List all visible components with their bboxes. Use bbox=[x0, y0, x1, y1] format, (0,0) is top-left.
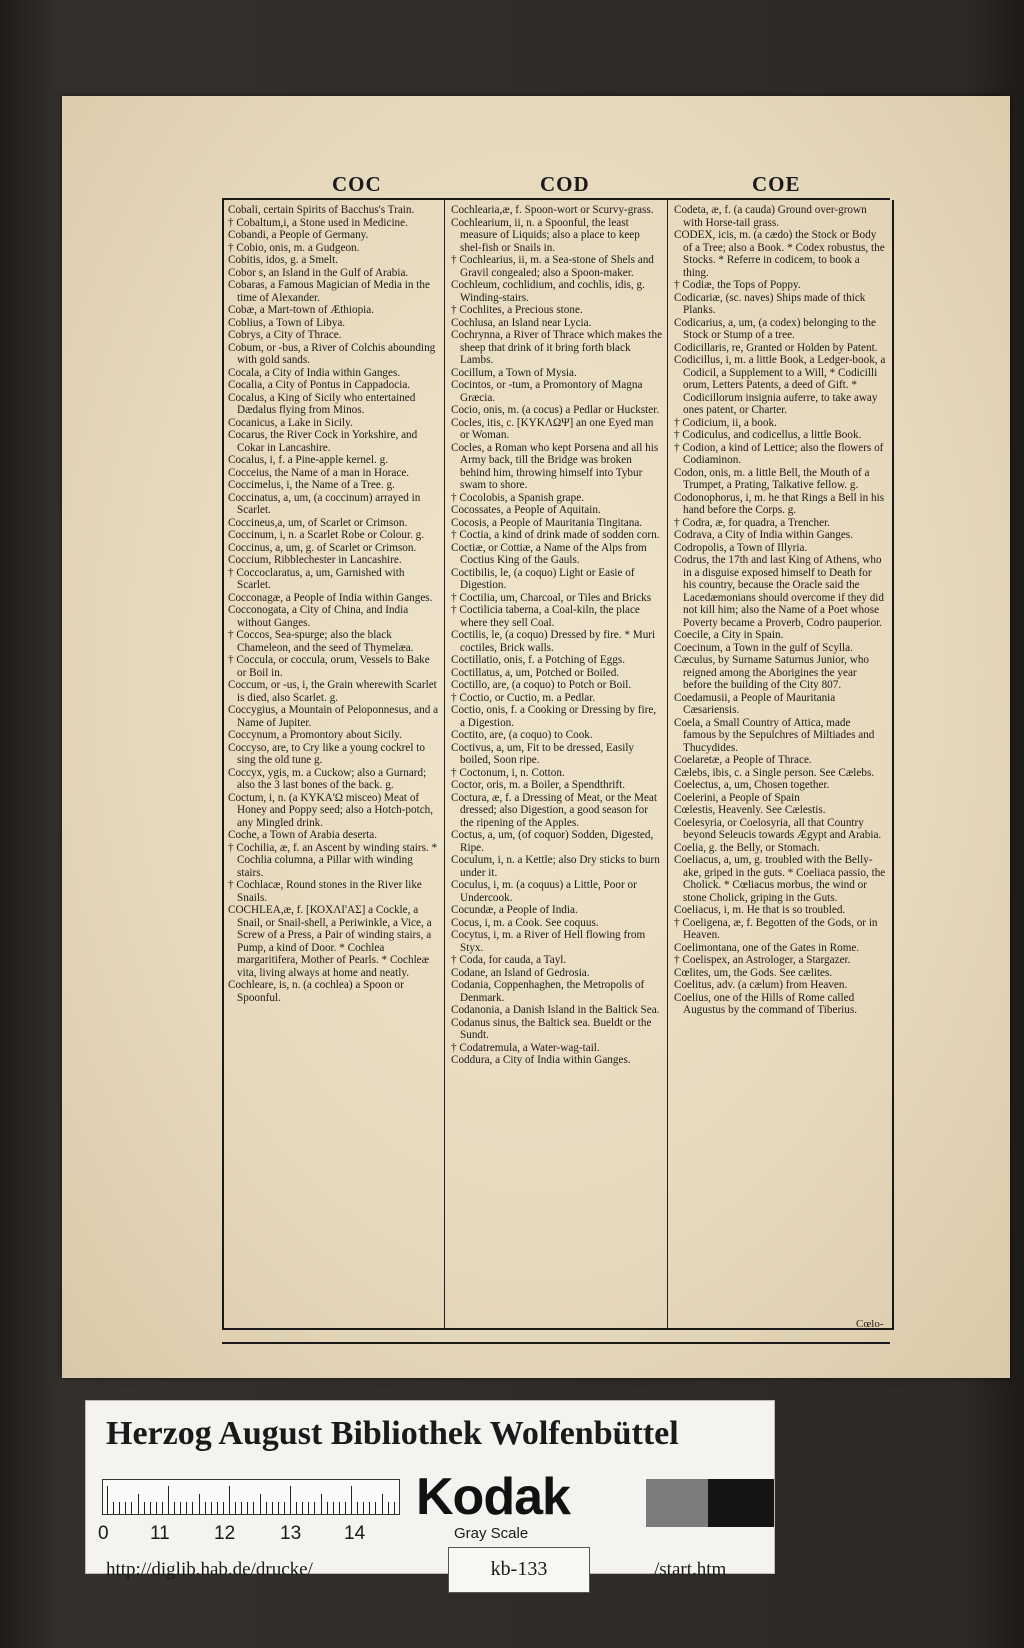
ruler-tick bbox=[253, 1502, 254, 1514]
ruler-tick bbox=[162, 1502, 163, 1514]
gray-scale-label: Gray Scale bbox=[454, 1525, 529, 1542]
dictionary-entry: Codanus sinus, the Baltick sea. Bueldt or the Sundt. bbox=[451, 1016, 652, 1041]
url-left: http://diglib.hab.de/drucke/ bbox=[106, 1559, 313, 1580]
gray-swatch-mid bbox=[646, 1479, 708, 1527]
dictionary-entry: Coccineus,a, um, of Scarlet or Crimson. bbox=[228, 516, 408, 529]
dictionary-entry: Codonophorus, i, m. he that Rings a Bell in his hand before the Corps. g. bbox=[674, 491, 885, 516]
dictionary-entry: Cobrys, a City of Thrace. bbox=[228, 329, 342, 341]
dictionary-entry: Cocala, a City of India within Ganges. bbox=[228, 366, 401, 379]
ruler-tick bbox=[241, 1502, 242, 1514]
dictionary-column-1 bbox=[228, 204, 440, 1322]
dictionary-entry: Codon, onis, m. a little Bell, the Mouth of a Trumpet, a Prating, Talkative fellow. g. bbox=[674, 466, 870, 491]
ruler-tick bbox=[125, 1502, 126, 1514]
dictionary-entry: Codeta, æ, f. (a cauda) Ground over-grown with Horse-tail grass. bbox=[674, 204, 867, 229]
header-right: COE bbox=[752, 172, 801, 196]
dictionary-entry: † Coelispex, an Astrologer, a Stargazer. bbox=[674, 954, 851, 966]
dictionary-entry: † Cobio, onis, m. a Gudgeon. bbox=[228, 241, 360, 254]
dictionary-entry: Coelia, g. the Belly, or Stomach. bbox=[674, 841, 820, 854]
dictionary-entry: Cobor s, an Island in the Gulf of Arabia. bbox=[228, 266, 409, 279]
dictionary-entry: Coblius, a Town of Libya. bbox=[228, 316, 346, 329]
ruler-tick bbox=[107, 1486, 108, 1514]
dictionary-entry: Coctilis, le, (a coquo) Dressed by fire. * Muri coctiles, Brick walls. bbox=[451, 629, 656, 654]
dictionary-entry: Coeliacus, i, m. He that is so troubled. bbox=[674, 904, 846, 916]
ruler-tick bbox=[339, 1502, 340, 1514]
dictionary-entry: Cocytus, i, m. a River of Hell flowing from Styx. bbox=[451, 929, 646, 954]
dictionary-entry: Cochleum, cochlidium, and cochlis, idis, g. Winding-stairs. bbox=[451, 279, 645, 304]
ruler-tick bbox=[351, 1486, 352, 1514]
library-title: Herzog August Bibliothek Wolfenbüttel bbox=[106, 1415, 679, 1452]
ruler-tick bbox=[302, 1502, 303, 1514]
dictionary-entry: Coctillatio, onis, f. a Potching of Eggs. bbox=[451, 654, 626, 666]
ruler-tick bbox=[144, 1502, 145, 1514]
dictionary-entry: Cobaras, a Famous Magician of Media in the time of Alexander. bbox=[228, 279, 430, 304]
ruler-tick bbox=[229, 1486, 230, 1514]
column-divider-2 bbox=[667, 200, 668, 1328]
ruler-tick bbox=[131, 1502, 132, 1514]
dictionary-entry: † Coctilia, um, Charcoal, or Tiles and Bricks bbox=[451, 591, 652, 604]
dictionary-entry: † Coccoclaratus, a, um, Garnished with Scarlet. bbox=[228, 566, 405, 591]
ruler-tick bbox=[369, 1502, 370, 1514]
gray-swatch-dark bbox=[708, 1479, 774, 1527]
dictionary-entry: † Cochlites, a Precious stone. bbox=[451, 304, 583, 316]
dictionary-entry: Coctor, oris, m. a Boiler, a Spendthrift. bbox=[451, 779, 626, 791]
ruler-number: 13 bbox=[280, 1523, 302, 1544]
running-header bbox=[222, 170, 890, 200]
dictionary-entry: COCHLEA,æ, f. [ΚΟΧΛΙ'ΑΣ] a Cockle, a Snail, or Snail-shell, a Periwinkle, a Vice, a Screw of a Press, a Pair of winding stairs, a Pump, a kind of Door. * Cochlea margaritifera, Mother of Pearls. * Cochleæ vita, living always at home and neatly. bbox=[228, 904, 432, 979]
header-left: COC bbox=[332, 172, 382, 196]
dictionary-entry: Coelitus, adv. (a cælum) from Heaven. bbox=[674, 979, 848, 991]
dictionary-entry: Coelaretæ, a People of Thrace. bbox=[674, 754, 812, 766]
ruler-tick bbox=[284, 1502, 285, 1514]
shelfmark: kb-133 bbox=[490, 1558, 548, 1580]
dictionary-entry: Cocillum, a Town of Mysia. bbox=[451, 366, 577, 379]
ruler-tick bbox=[333, 1502, 334, 1514]
dictionary-entry: Cocossates, a People of Aquitain. bbox=[451, 504, 601, 516]
ruler-tick bbox=[186, 1502, 187, 1514]
dictionary-entry: Codanonia, a Danish Island in the Baltick Sea. bbox=[451, 1004, 660, 1016]
dictionary-entry: Coccyso, are, to Cry like a young cockrel to sing the old tune g. bbox=[228, 741, 425, 766]
ruler-tick bbox=[382, 1494, 383, 1514]
ruler-number: 11 bbox=[150, 1523, 170, 1544]
dictionary-entry: Coela, a Small Country of Attica, made famous by the Sepulchres of Miltiades and Thucydides. bbox=[674, 716, 875, 754]
dictionary-entry: Codrava, a City of India within Ganges. bbox=[674, 529, 853, 541]
dictionary-entry: Cobitis, idos, g. a Smelt. bbox=[228, 254, 339, 266]
dictionary-entry: Coctio, onis, f. a Cooking or Dressing by fire, a Digestion. bbox=[451, 704, 657, 729]
ruler-number: 14 bbox=[344, 1523, 366, 1544]
ruler-tick bbox=[119, 1502, 120, 1514]
dictionary-entry: † Cochlearius, ii, m. a Sea-stone of Shels and Gravil congealed; also a Spoon-maker. bbox=[451, 254, 654, 279]
ruler-tick bbox=[156, 1502, 157, 1514]
dictionary-entry: † Codiæ, the Tops of Poppy. bbox=[674, 279, 801, 291]
dictionary-entry: Cœlestis, Heavenly. See Cælestis. bbox=[674, 804, 826, 816]
dictionary-entry: Cocles, itis, c. [ΚΥΚΛΩΨ] an one Eyed man or Woman. bbox=[451, 416, 654, 441]
dictionary-entry: † Cocolobis, a Spanish grape. bbox=[451, 491, 584, 504]
dictionary-entry: Coccimelus, i, the Name of a Tree. g. bbox=[228, 479, 395, 491]
ruler-tick bbox=[375, 1502, 376, 1514]
dictionary-entry: † Cobaltum,i, a Stone used in Medicine. bbox=[228, 216, 408, 229]
dictionary-entry: Cobæ, a Mart-town of Æthiopia. bbox=[228, 304, 375, 316]
dictionary-entry: Cochlearium, ii, n. a Spoonful, the least measure of Liquids; also a place to keep shel-fish or Snails in. bbox=[451, 216, 640, 254]
dictionary-entry: Coctiæ, or Cottiæ, a Name of the Alps from Coctius King of the Gauls. bbox=[451, 541, 647, 566]
dictionary-entry: Codropolis, a Town of Illyria. bbox=[674, 541, 808, 554]
ruler-tick bbox=[223, 1502, 224, 1514]
ruler-tick bbox=[174, 1502, 175, 1514]
dictionary-entry: Coccinus, a, um, g. of Scarlet or Crimson. bbox=[228, 541, 417, 554]
dictionary-entry: Coche, a Town of Arabia deserta. bbox=[228, 829, 378, 841]
dictionary-entry: Coedamusii, a People of Mauritania Cæsariensis. bbox=[674, 691, 836, 716]
ruler-tick bbox=[272, 1502, 273, 1514]
ruler-tick bbox=[308, 1502, 309, 1514]
dictionary-entry: Coecile, a City in Spain. bbox=[674, 629, 784, 641]
dictionary-entry: Coccinum, i, n. a Scarlet Robe or Colour. g. bbox=[228, 529, 425, 541]
ruler-tick bbox=[394, 1502, 395, 1514]
dictionary-entry: Coccium, Ribblechester in Lancashire. bbox=[228, 554, 402, 566]
ruler-tick bbox=[345, 1502, 346, 1514]
kodak-logo: Kodak bbox=[416, 1468, 570, 1526]
dictionary-entry: † Codra, æ, for quadra, a Trencher. bbox=[674, 516, 830, 529]
dictionary-entry: Coelesyria, or Coelosyria, all that Country beyond Seleucis towards Ægypt and Arabia. bbox=[674, 816, 882, 841]
dictionary-entry: † Codatremula, a Water-wag-tail. bbox=[451, 1041, 600, 1054]
dictionary-entry: Cocalus, a King of Sicily who entertained Dædalus flying from Minos. bbox=[228, 391, 416, 416]
dictionary-entry: Cocanicus, a Lake in Sicily. bbox=[228, 416, 353, 429]
dictionary-entry: Cocconogata, a City of China, and India without Ganges. bbox=[228, 604, 409, 629]
dictionary-entry: Coctus, a, um, (of coquor) Sodden, Digested, Ripe. bbox=[451, 829, 654, 854]
ruler-tick bbox=[321, 1494, 322, 1514]
dictionary-entry: Codrus, the 17th and last King of Athens, who in a disguise exposed himself to Death for his country, because the Oracle said the Lacedæmonians should overcome if they did not kill him; also the Name of a Poet whose Poverty became a Proverb, Codro pauperior. bbox=[674, 554, 885, 629]
shelfmark-box bbox=[448, 1547, 590, 1593]
dictionary-entry: Coctillatus, a, um, Potched or Boiled. bbox=[451, 666, 620, 679]
dictionary-entry: Cocconagæ, a People of India within Ganges. bbox=[228, 591, 433, 604]
dictionary-entry: † Coda, for cauda, a Tayl. bbox=[451, 954, 567, 966]
ruler-tick bbox=[357, 1502, 358, 1514]
dictionary-entry: † Codiculus, and codicellus, a little Book. bbox=[674, 429, 862, 441]
dictionary-entry: Coctum, i, n. (a ΚΥΚΑ'Ω misceo) Meat of Honey and Poppy seed; also a Hotch-potch, any Mingled drink. bbox=[228, 791, 434, 829]
dictionary-column-3 bbox=[674, 204, 886, 1322]
dictionary-entry: † Coctia, a kind of drink made of sodden corn. bbox=[451, 529, 660, 541]
dictionary-entry: Codane, an Island of Gedrosia. bbox=[451, 966, 590, 979]
dictionary-entry: CODEX, icis, m. (a cædo) the Stock or Body of a Tree; also a Book. * Codex robustus, the Stocks. * Referre in codicem, to book a thing. bbox=[674, 229, 885, 279]
ruler-tick bbox=[205, 1502, 206, 1514]
ruler-tick bbox=[235, 1502, 236, 1514]
dictionary-entry: † Coccula, or coccula, orum, Vessels to Bake or Boil in. bbox=[228, 654, 430, 679]
dictionary-entry: Coelerini, a People of Spain bbox=[674, 791, 800, 804]
dictionary-entry: Cocalus, i, f. a Pine-apple kernel. g. bbox=[228, 454, 388, 466]
dictionary-entry: † Coccos, Sea-spurge; also the black Chameleon, and the seed of Thymelæa. bbox=[228, 629, 414, 654]
dictionary-entry: Coculum, i, n. a Kettle; also Dry sticks to burn under it. bbox=[451, 854, 660, 879]
library-card bbox=[85, 1400, 775, 1580]
dictionary-entry: Codicillaris, re, Granted or Holden by Patent. bbox=[674, 341, 878, 354]
dictionary-entry: Codania, Coppenhaghen, the Metropolis of Denmark. bbox=[451, 979, 645, 1004]
ruler-tick bbox=[327, 1502, 328, 1514]
dictionary-entry: Coccynum, a Promontory about Sicily. bbox=[228, 729, 402, 741]
ruler-tick bbox=[296, 1502, 297, 1514]
dictionary-entry: Cælebs, ibis, c. a Single person. See Cælebs. bbox=[674, 766, 875, 779]
dictionary-entry: Cocus, i, m. a Cook. See coquus. bbox=[451, 916, 599, 929]
dictionary-entry: Cocosis, a People of Mauritania Tingitana. bbox=[451, 516, 643, 529]
dictionary-entry: † Codion, a kind of Lettice; also the flowers of Codiaminon. bbox=[674, 441, 884, 466]
dictionary-entry: Cobum, or -bus, a River of Colchis abounding with gold sands. bbox=[228, 341, 436, 366]
dictionary-entry: Cochlearia,æ, f. Spoon-wort or Scurvy-grass. bbox=[451, 204, 654, 216]
ruler-tick bbox=[217, 1502, 218, 1514]
ruler-tick bbox=[290, 1486, 291, 1514]
dictionary-entry: Coctillo, are, (a coquo) to Potch or Boil. bbox=[451, 679, 632, 691]
dictionary-entry: † Cochlacæ, Round stones in the River like Snails. bbox=[228, 879, 422, 904]
dictionary-entry: Coccum, or -us, i, the Grain wherewith Scarlet is died, also Scarlet. g. bbox=[228, 679, 437, 704]
dictionary-entry: Coelius, one of the Hills of Rome called Augustus by the command of Tiberius. bbox=[674, 991, 858, 1016]
ruler-tick bbox=[278, 1502, 279, 1514]
ruler-tick bbox=[314, 1502, 315, 1514]
dictionary-entry: † Coeligena, æ, f. Begotten of the Gods, or in Heaven. bbox=[674, 916, 878, 941]
dictionary-entry: † Coctilicia taberna, a Coal-kiln, the place where they sell Coal. bbox=[451, 604, 640, 629]
dictionary-entry: Cochlusa, an Island near Lycia. bbox=[451, 316, 592, 329]
dictionary-entry: † Codicium, ii, a book. bbox=[674, 416, 777, 429]
dictionary-entry: Codicarius, a, um, (a codex) belonging to the Stock or Stump of a tree. bbox=[674, 316, 876, 341]
ruler-tick bbox=[211, 1502, 212, 1514]
ruler-tick bbox=[388, 1502, 389, 1514]
dictionary-entry: Cochrynna, a River of Thrace which makes the sheep that drink of it bring forth black Lambs. bbox=[451, 329, 663, 366]
dictionary-entry: † Coctonum, i, n. Cotton. bbox=[451, 766, 565, 779]
dictionary-entry: Coeliacus, a, um, g. troubled with the Belly-ake, griped in the guts. * Coeliaca passio, the Cholick. * Cœliacus morbus, the wind or stone Cholick, griping in the Guts. bbox=[674, 854, 886, 904]
header-middle: COD bbox=[540, 172, 590, 196]
dictionary-entry: Coddura, a City of India within Ganges. bbox=[451, 1054, 631, 1066]
ruler-tick bbox=[180, 1502, 181, 1514]
ruler-tick bbox=[113, 1502, 114, 1514]
ruler-number: 12 bbox=[214, 1523, 236, 1544]
dictionary-entry: Codicillus, i, m. a little Book, a Ledger-book, a Codicil, a Supplement to a Will, * Codicilli orum, Letters Patents, a deed of Gift. * Codicillorum insignia auferre, to take away ones patent, or Charter. bbox=[674, 354, 886, 416]
dictionary-entry: Coccyx, ygis, m. a Cuckow; also a Gurnard; also the 3 last bones of the back. g. bbox=[228, 766, 427, 791]
dictionary-entry: Cocalia, a City of Pontus in Cappadocia. bbox=[228, 379, 411, 391]
dictionary-entry: Cocio, onis, m. (a cocus) a Pedlar or Huckster. bbox=[451, 404, 660, 416]
ruler-tick bbox=[266, 1502, 267, 1514]
dictionary-entry: Cœlites, um, the Gods. See cælites. bbox=[674, 966, 833, 979]
bottom-rule bbox=[222, 1342, 890, 1344]
ruler-number: 0 bbox=[98, 1523, 109, 1544]
dictionary-entry: Cobandi, a People of Germany. bbox=[228, 229, 369, 241]
measurement-ruler bbox=[102, 1479, 400, 1515]
dictionary-entry: † Cochilia, æ, f. an Ascent by winding stairs. * Cochlia columna, a Pillar with winding stairs. bbox=[228, 841, 438, 879]
ruler-tick bbox=[260, 1494, 261, 1514]
ruler-tick bbox=[247, 1502, 248, 1514]
dictionary-entry: Coecinum, a Town in the gulf of Scylla. bbox=[674, 641, 853, 654]
dictionary-entry: Cocintos, or -tum, a Promontory of Magna Græcia. bbox=[451, 379, 643, 404]
dictionary-entry: Coelectus, a, um, Chosen together. bbox=[674, 779, 830, 791]
dictionary-entry: Coctibilis, le, (a coquo) Light or Easie of Digestion. bbox=[451, 566, 635, 591]
dictionary-entry: Coctito, are, (a coquo) to Cook. bbox=[451, 729, 593, 741]
dictionary-entry: Coelimontana, one of the Gates in Rome. bbox=[674, 941, 860, 954]
column-divider-1 bbox=[444, 200, 445, 1328]
dictionary-entry: Cæculus, by Surname Saturnus Junior, who reigned among the Aborigines the year before the building of the City 807. bbox=[674, 654, 870, 691]
dictionary-entry: Cochleare, is, n. (a cochlea) a Spoon or Spoonful. bbox=[228, 979, 404, 1004]
ruler-tick bbox=[199, 1494, 200, 1514]
dictionary-entry: Cobali, certain Spirits of Bacchus's Train. bbox=[228, 204, 415, 216]
ruler-tick bbox=[168, 1486, 169, 1514]
ruler-tick bbox=[192, 1502, 193, 1514]
dictionary-entry: Coccinatus, a, um, (a coccinum) arrayed in Scarlet. bbox=[228, 491, 421, 516]
ruler-tick bbox=[363, 1502, 364, 1514]
dictionary-entry: Cocundæ, a People of India. bbox=[451, 904, 578, 916]
dictionary-entry: Cocceius, the Name of a man in Horace. bbox=[228, 466, 410, 479]
dictionary-entry: † Coctio, or Cuctio, m. a Pedlar. bbox=[451, 691, 596, 704]
dictionary-entry: Coccygius, a Mountain of Peloponnesus, and a Name of Jupiter. bbox=[228, 704, 439, 729]
dictionary-entry: Coctivus, a, um, Fit to be dressed, Easily boiled, Soon ripe. bbox=[451, 741, 635, 766]
dictionary-entry: Coculus, i, m. (a coquus) a Little, Poor or Undercook. bbox=[451, 879, 637, 904]
dictionary-entry: Coctura, æ, f. a Dressing of Meat, or the Meat dressed; also Digestion, a good season for the ripening of the Apples. bbox=[451, 791, 657, 829]
dictionary-entry: Cocles, a Roman who kept Porsena and all his Army back, till the Bridge was broken behind him, throwing himself into Tybur swam to shore. bbox=[451, 441, 659, 491]
catchword: Cœlo- bbox=[856, 1318, 884, 1330]
dictionary-column-2 bbox=[451, 204, 663, 1322]
ruler-tick bbox=[150, 1502, 151, 1514]
dictionary-entry: Cocarus, the River Cock in Yorkshire, and Cokar in Lancashire. bbox=[228, 429, 418, 454]
dictionary-entry: Codicariæ, (sc. naves) Ships made of thick Planks. bbox=[674, 291, 866, 316]
url-right: /start.htm bbox=[654, 1559, 727, 1580]
ruler-tick bbox=[138, 1494, 139, 1514]
